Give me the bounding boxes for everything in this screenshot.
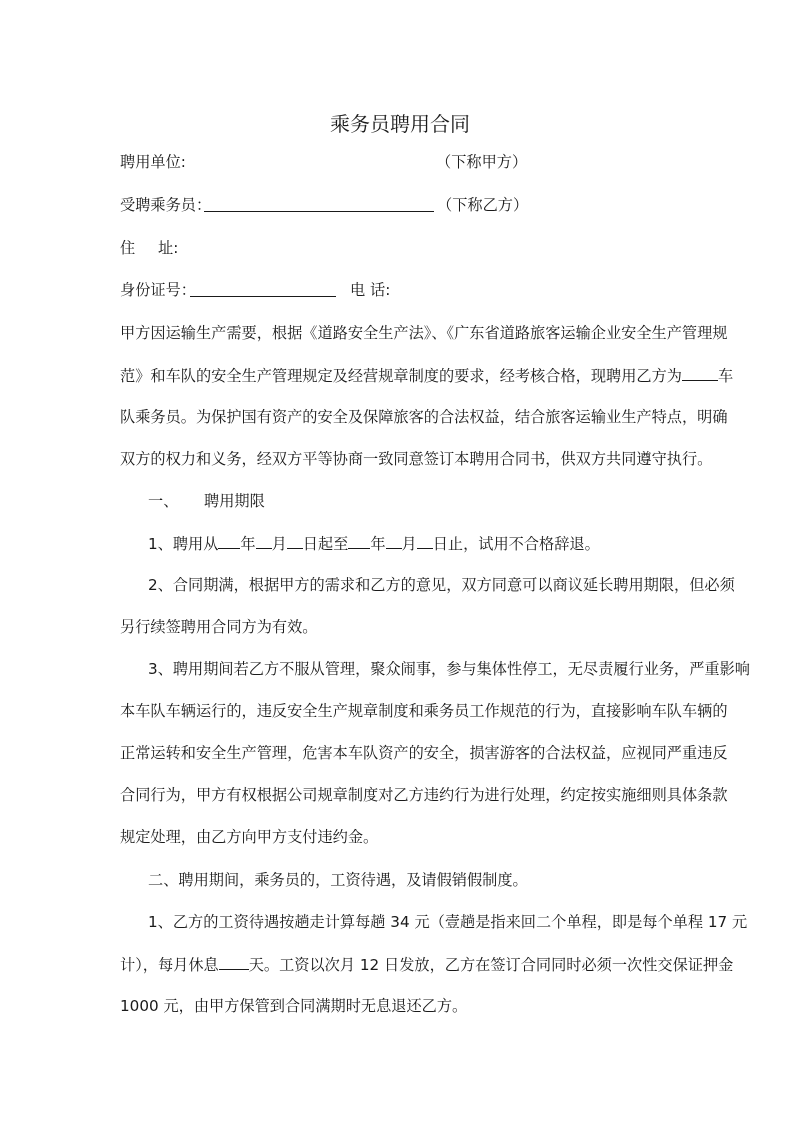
employee-suffix: （下称乙方） (437, 196, 529, 214)
item-text: 1、聘用从 (148, 535, 219, 553)
id-number-blank (190, 296, 336, 297)
section1-item2-line: 另行续签聘用合同方为有效。 (120, 618, 318, 636)
document-title: 乘务员聘用合同 (330, 112, 470, 136)
preamble-line: 队乘务员。为保护国有资产的安全及保障旅客的合法权益，结合旅客运输业生产特点，明确 (120, 408, 728, 426)
item-text: 月 (271, 535, 287, 553)
preamble-line (120, 365, 733, 386)
section2-heading: 二、聘用期间，乘务员的，工资待遇，及请假销假制度。 (148, 871, 528, 889)
preamble-text: 车 (717, 367, 734, 385)
section2-item1-line: 1、乙方的工资待遇按趟走计算每趟 34 元（壹趟是指来回二个单程，即是每个单程 17 元 (148, 913, 748, 931)
employee-name-blank (204, 211, 434, 212)
employer-suffix: （下称甲方） (436, 153, 528, 171)
item-text: 年 (240, 535, 256, 553)
day-blank (417, 533, 433, 549)
year-blank (218, 533, 240, 549)
section1-item3-line: 正常运转和安全生产管理，危害本车队资产的安全，损害游客的合法权益，应视同严重违反 (120, 744, 728, 762)
section2-item1-line: 1000 元，由甲方保管到合同满期时无息退还乙方。 (120, 997, 468, 1015)
item-text: 计），每月休息 (120, 956, 219, 974)
id-label: 身份证号： (120, 281, 196, 299)
item-text: 年 (370, 535, 386, 553)
section1-item3-line: 规定处理，由乙方向甲方支付违约金。 (120, 828, 379, 846)
month-blank (256, 533, 272, 549)
day-blank (287, 533, 303, 549)
vehicle-team-blank (682, 365, 718, 381)
item-text: 日止，试用不合格辞退。 (432, 535, 600, 553)
section1-heading: 聘用期限 (204, 492, 265, 510)
section1-number: 一、 (148, 492, 179, 510)
section1-item1 (148, 533, 600, 554)
section1-item3-line: 合同行为，甲方有权根据公司规章制度对乙方违约行为进行处理，约定按实施细则具体条款 (120, 786, 728, 804)
section2-item1-line (120, 954, 733, 975)
month-blank (386, 533, 402, 549)
employee-label: 受聘乘务员： (120, 196, 212, 214)
employer-label: 聘用单位: (120, 153, 186, 171)
item-text: 天。工资以次月 12 日发放，乙方在签订合同同时必须一次性交保证押金 (248, 956, 734, 974)
section1-item3-line: 3、聘用期间若乙方不服从管理，聚众闹事，参与集体性停工，无尽责履行业务，严重影响 (148, 660, 750, 678)
address-label-2: 址: (158, 239, 179, 257)
rest-days-blank (219, 954, 249, 970)
year-blank (348, 533, 370, 549)
address-label-1: 住 (120, 239, 136, 257)
preamble-line: 双方的权力和义务，经双方平等协商一致同意签订本聘用合同书，供双方共同遵守执行。 (120, 450, 713, 468)
item-text: 日起至 (302, 535, 349, 553)
preamble-line: 甲方因运输生产需要，根据《道路安全生产法》、《广东省道路旅客运输企业安全生产管理规 (120, 324, 728, 342)
phone-label: 电 话: (350, 281, 391, 299)
section1-item3-line: 本车队车辆运行的，违反安全生产规章制度和乘务员工作规范的行为，直接影响车队车辆的 (120, 702, 728, 720)
preamble-text: 范》和车队的安全生产管理规定及经营规章制度的要求，经考核合格，现聘用乙方为 (120, 367, 682, 385)
section1-item2-line: 2、合同期满，根据甲方的需求和乙方的意见，双方同意可以商议延长聘用期限，但必须 (148, 576, 735, 594)
item-text: 月 (401, 535, 417, 553)
